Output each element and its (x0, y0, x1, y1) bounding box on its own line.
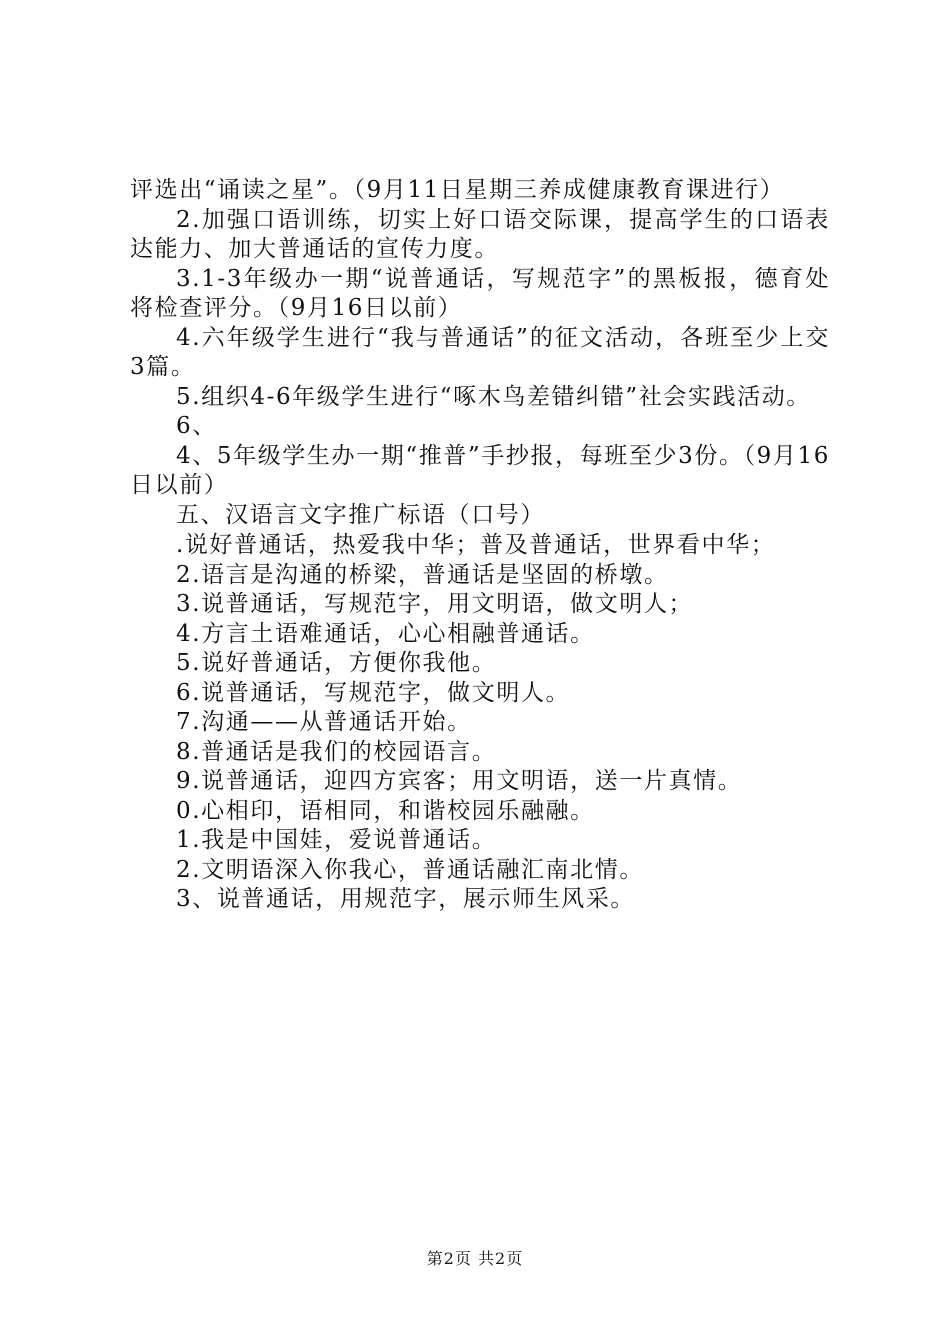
slogan-item: 2.文明语深入你我心，普通话融汇南北情。 (176, 856, 644, 883)
section-heading: 五、汉语言文字推广标语（口号） (176, 501, 545, 528)
paragraph-1: 评选出“诵读之星”。（9月11日星期三养成健康教育课进行） (130, 177, 785, 203)
page-footer: 第2页 共2页 (426, 1249, 524, 1268)
paragraph-5: 5.组织4-6年级学生进行“啄木鸟差错纠错”社会实践活动。 (176, 383, 811, 410)
slogan-item: 7.沟通——从普通话开始。 (176, 709, 472, 735)
slogan-item: 8.普通话是我们的校园语言。 (176, 738, 497, 765)
document-body (130, 176, 830, 915)
paragraph-2: 2.加强口语训练，切实上好口语交际课，提高学生的口语表达能力、加大普通话的宣传力度。 (130, 206, 830, 262)
paragraph-7: 4、5年级学生办一期“推普”手抄报，每班至少3份。（9月16日以前） (130, 442, 830, 498)
slogan-item: 4.方言土语难通话，心心相融普通话。 (176, 620, 595, 647)
slogan-item: 3、说普通话，用规范字，展示师生风采。 (176, 886, 636, 912)
slogan-item: 6.说普通话，写规范字，做文明人。 (176, 679, 571, 706)
slogan-item: 9.说普通话，迎四方宾客；用文明语，送一片真情。 (176, 768, 743, 794)
slogan-item: 5.说好普通话，方便你我他。 (176, 650, 497, 676)
slogan-item: 1.我是中国娃，爱说普通话。 (176, 827, 497, 853)
paragraph-4: 4.六年级学生进行“我与普通话”的征文活动，各班至少上交3篇。 (130, 324, 830, 380)
slogan-item: .说好普通话，热爱我中华；普及普通话，世界看中华； (176, 532, 776, 558)
slogan-item: 3.说普通话，写规范字，用文明语，做文明人； (176, 591, 694, 617)
slogan-list (130, 531, 830, 915)
slogan-item: 2.语言是沟通的桥梁，普通话是坚固的桥墩。 (176, 561, 669, 588)
paragraph-3: 3.1-3年级办一期“说普通话，写规范字”的黑板报，德育处将检查评分。（9月16日以前） (130, 265, 830, 321)
slogan-item: 0.心相印，语相同，和谐校园乐融融。 (176, 797, 595, 824)
paragraph-6: 6、 (176, 413, 217, 439)
